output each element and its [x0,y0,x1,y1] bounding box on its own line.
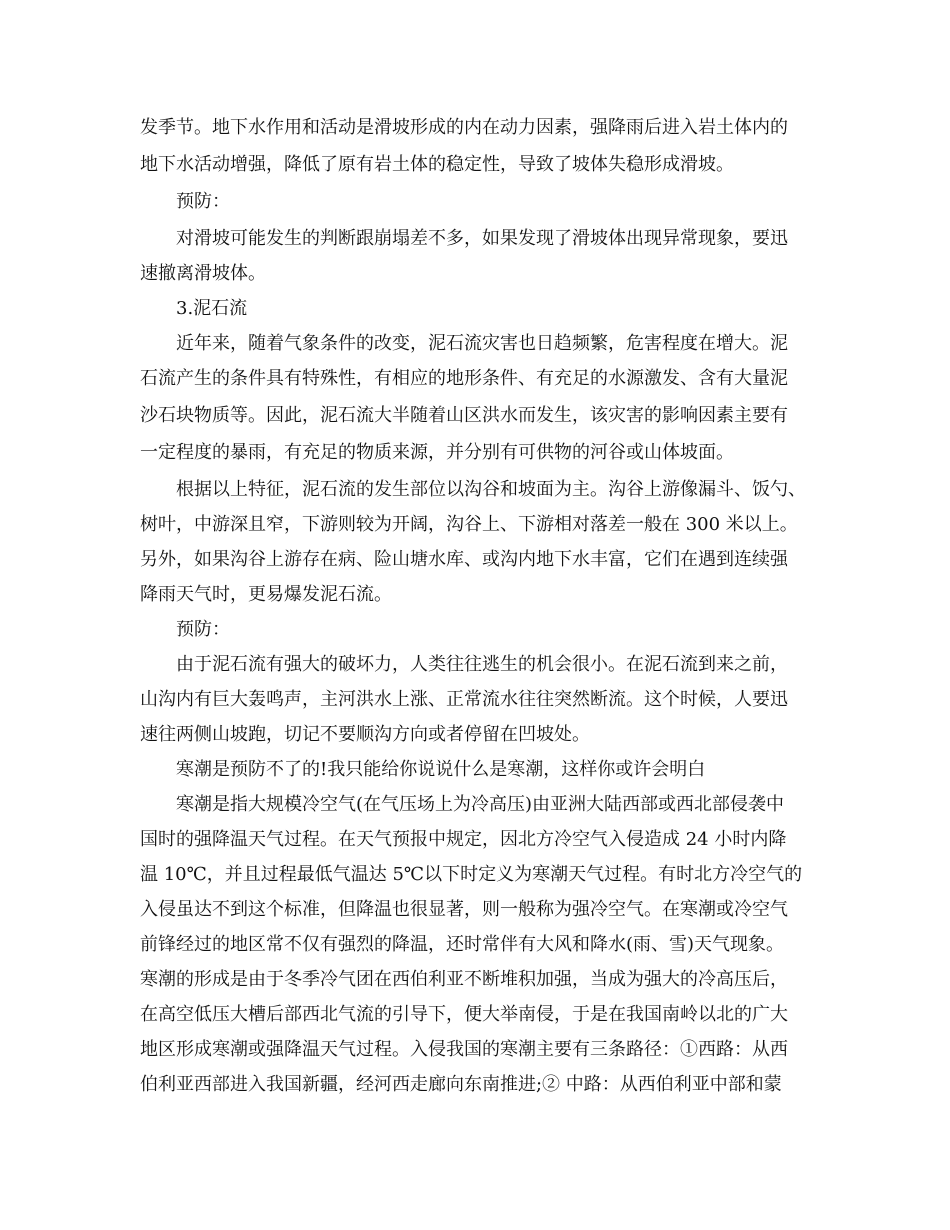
text-line: 近年来，随着气象条件的改变，泥石流灾害也日趋频繁，危害程度在增大。泥 [176,333,788,354]
text-line: 预防： [176,191,230,212]
text-line: 入侵虽达不到这个标准，但降温也很显著，则一般称为强冷空气。在寒潮或冷空气 [140,899,788,920]
text-line: 山沟内有巨大轰鸣声，主河洪水上涨、正常流水往往突然断流。这个时候，人要迅 [140,689,788,710]
text-line: 根据以上特征，泥石流的发生部位以沟谷和坡面为主。沟谷上游像漏斗、饭勺、 [176,479,806,500]
text-line: 速往两侧山坡跑，切记不要顺沟方向或者停留在凹坡处。 [140,724,590,745]
text-line: 伯利亚西部进入我国新疆，经河西走廊向东南推进;② 中路：从西伯利亚中部和蒙 [140,1074,782,1095]
text-line: 沙石块物质等。因此，泥石流大半随着山区洪水而发生，该灾害的影响因素主要有 [140,405,788,426]
text-line: 地下水活动增强，降低了原有岩土体的稳定性，导致了坡体失稳形成滑坡。 [140,154,734,175]
text-line: 石流产生的条件具有特殊性，有相应的地形条件、有充足的水源激发、含有大量泥 [140,368,788,389]
text-line: 对滑坡可能发生的判断跟崩塌差不多，如果发现了滑坡体出现异常现象，要迅 [176,228,788,249]
text-line: 一定程度的暴雨，有充足的物质来源，并分别有可供物的河谷或山体坡面。 [140,442,734,463]
text-line: 预防： [176,619,230,640]
text-line: 温 10℃，并且过程最低气温达 5℃以下时定义为寒潮天气过程。有时北方冷空气的 [140,864,803,885]
text-line: 降雨天气时，更易爆发泥石流。 [140,584,392,605]
text-line: 前锋经过的地区常不仅有强烈的降温，还时常伴有大风和降水(雨、雪)天气现象。 [140,934,785,955]
text-line: 国时的强降温天气过程。在天气预报中规定，因北方冷空气入侵造成 24 小时内降 [140,829,787,850]
text-line: 树叶，中游深且窄，下游则较为开阔，沟谷上、下游相对落差一般在 300 米以上。 [140,514,798,535]
text-line: 寒潮是预防不了的!我只能给你说说什么是寒潮，这样你或许会明白 [176,759,706,780]
text-line: 地区形成寒潮或强降温天气过程。入侵我国的寒潮主要有三条路径：①西路：从西 [140,1039,788,1060]
text-line: 发季节。地下水作用和活动是滑坡形成的内在动力因素，强降雨后进入岩土体内的 [140,117,788,138]
text-line: 速撤离滑坡体。 [140,263,266,284]
text-line: 在高空低压大槽后部西北气流的引导下，便大举南侵，于是在我国南岭以北的广大 [140,1004,788,1025]
text-line: 寒潮的形成是由于冬季冷气团在西伯利亚不断堆积加强，当成为强大的冷高压后， [140,969,788,990]
text-line: 寒潮是指大规模冷空气(在气压场上为冷高压)由亚洲大陆西部或西北部侵袭中 [176,794,785,815]
section-heading: 3.泥石流 [176,298,248,319]
text-line: 另外，如果沟谷上游存在病、险山塘水库、或沟内地下水丰富，它们在遇到连续强 [140,549,788,570]
text-line: 由于泥石流有强大的破坏力，人类往往逃生的机会很小。在泥石流到来之前， [176,654,788,675]
